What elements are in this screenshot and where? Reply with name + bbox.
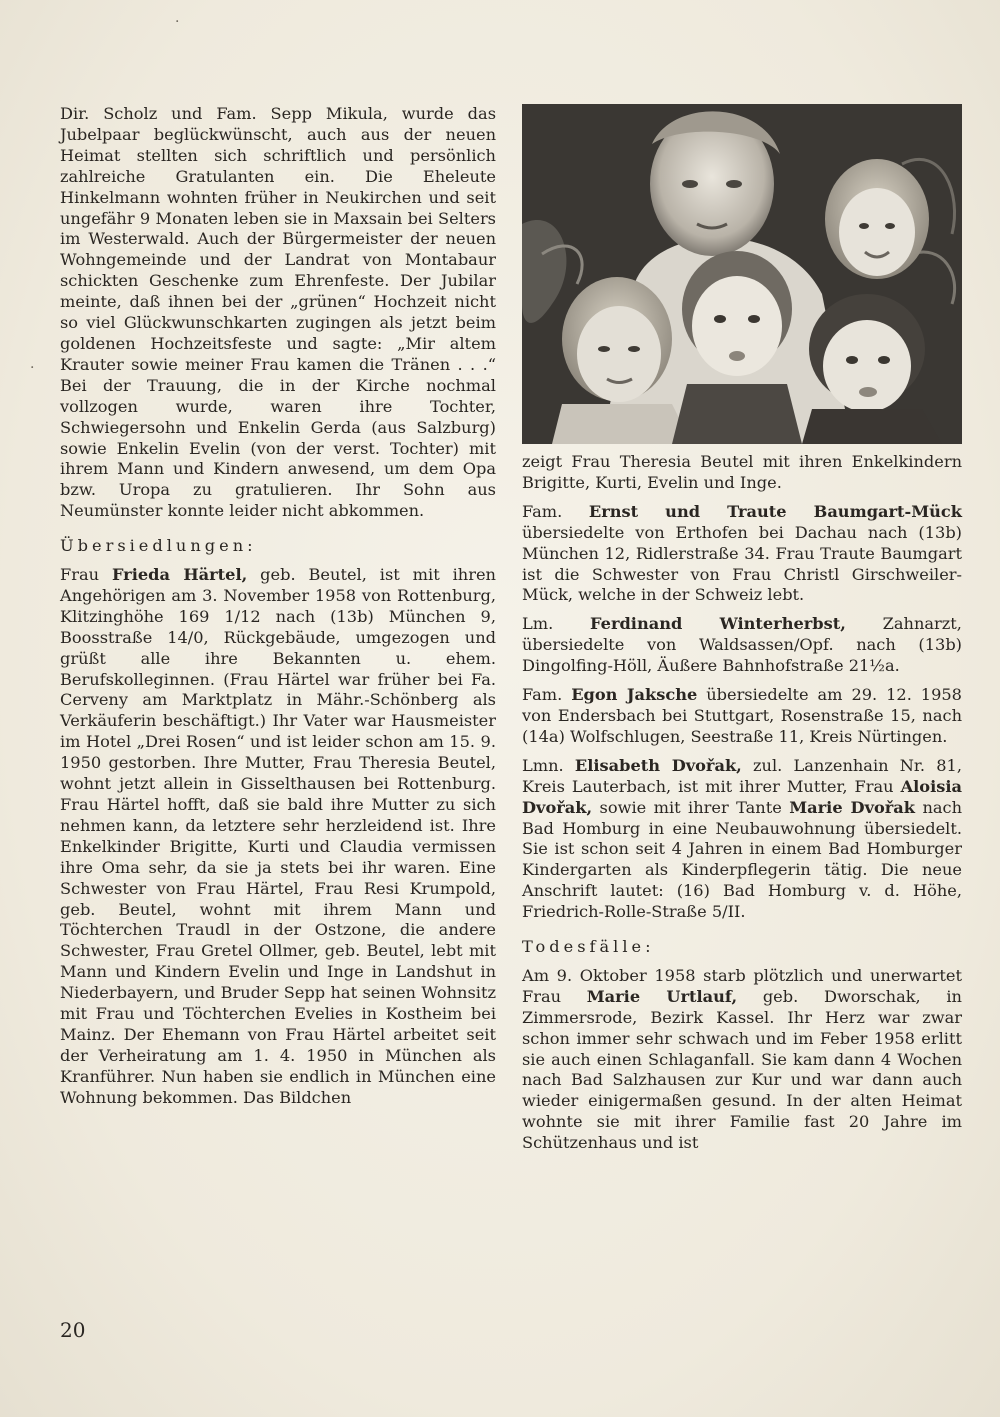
lead-text: Lm. [522, 614, 554, 634]
paragraph-baumgart [522, 502, 962, 607]
person-name: Ernst und Traute Baumgart-Mück [588, 501, 962, 521]
person-name: Ferdinand Winterherbst, [590, 614, 846, 634]
scan-speck: · [175, 14, 180, 30]
photo-caption: zeigt Frau Theresia Beutel mit ihren Enkelkindern Brigitte, Kurti, Evelin und Inge. [522, 452, 962, 492]
paragraph-haertel [60, 565, 496, 1109]
lead-text: Lmn. [522, 755, 564, 775]
body-text: geb. Beutel, ist mit ihren Angehörigen am 3. November 1958 von Rottenburg, Klitzinghöhe 169 1/12 nach (13b) München 9, Boosstraße 14/0, Rückgebäude, umgezogen und grüßt alle ihre Bekannten u. ehem. Berufskolleginnen. (Frau Härtel war früher bei Fa. Cerveny am Marktplatz in Mähr.-Schönberg als Verkäuferin beschäftigt.) Ihr Vater war Hausmeister im Hotel „Drei Rosen“ und ist leider schon am 15. 9. 1950 gestorben. Ihre Mutter, Frau Theresia Beutel, wohnt jetzt allein in Gisselthausen bei Rottenburg. Frau Härtel hofft, daß sie bald ihre Mutter zu sich nehmen kann, da letztere sehr herzleidend ist. Ihre Enkelkinder Brigitte, Kurti und Claudia vermissen ihre Oma sehr, da sie ja stets bei ihr waren. Eine Schwester von Frau Härtel, Frau Resi Krumpold, geb. Beutel, wohnt mit ihrem Mann und Töchterchen Traudl in der Ostzone, die andere Schwester, Frau Gretel Ollmer, geb. Beutel, lebt mit Mann und Kindern Evelin und Inge in Landshut in Niederbayern, und Bruder Sepp hat seinen Wohnsitz mit Frau und Töchterchen Evelies in Kostheim bei Mainz. Der Ehemann von Frau Härtel arbeitet seit der Verheiratung am 1. 4. 1950 in München als Kranführer. Nun haben sie endlich in München eine Wohnung bekommen. Das Bildchen [60, 565, 496, 1107]
lead-text: Fam. [522, 501, 563, 521]
person-name: Aloisia Dvořak, [522, 776, 962, 817]
paragraph-jaksche [522, 685, 962, 748]
paragraph-urtlauf [522, 966, 962, 1154]
left-column [60, 104, 496, 1109]
paragraph-winterherbst [522, 614, 962, 677]
body-text: geb. Dworschak, in Zimmersrode, Bezirk Kassel. Ihr Herz war zwar schon immer sehr schwach und im Feber 1958 erlitt sie auch einen Schlaganfall. Sie kam dann 4 Wochen nach Bad Salzhausen zur Kur und war dann auch wieder einigermaßen gesund. In der alten Heimat wohnte sie mit ihrer Familie fast 20 Jahre im Schützenhaus und ist [522, 986, 962, 1153]
family-photo [522, 104, 962, 444]
heading-uebersiedlungen: Übersiedlungen: [60, 536, 257, 556]
body-text: übersiedelte am 29. 12. 1958 von Endersbach bei Stuttgart, Rosenstraße 15, nach (14a) Wolfschlugen, Seestraße 11, Kreis Nürtingen. [522, 685, 962, 746]
page-number: 20 [60, 1318, 86, 1342]
right-column [522, 452, 962, 1154]
person-name: Frieda Härtel, [111, 565, 248, 585]
person-name: Egon Jaksche [571, 685, 698, 705]
heading-todesfaelle: Todesfälle: [522, 937, 655, 957]
person-name: Elisabeth Dvořak, [574, 755, 742, 775]
paragraph-dvorak [522, 756, 962, 923]
lead-text: Am 9. Oktober 1958 starb plötzlich und unerwartet Frau [522, 965, 962, 1006]
person-name: Marie Urtlauf, [586, 986, 738, 1006]
lead-text: Frau [60, 565, 100, 585]
paragraph-jubilee: Dir. Scholz und Fam. Sepp Mikula, wurde das Jubelpaar beglückwünscht, auch aus der neuen Heimat stellten sich schriftlich und persönlich zahlreiche Gratulanten ein. Die Eheleute Hinkelmann wohnten früher in Neukirchen und seit ungefähr 9 Monaten leben sie in Maxsain bei Selters im Westerwald. Auch der Bürgermeister der neuen Wohngemeinde und der Landrat von Montabaur schickten Geschenke zum Ehrenfeste. Der Jubilar meinte, daß ihnen bei der „grünen“ Hochzeit nicht so viel Glückwunschkarten zugingen als jetzt beim goldenen Hochzeitsfeste und sagte: „Mir altem Krauter sowie meiner Frau kamen die Tränen . . .“ Bei der Trauung, die in der Kirche nochmal vollzogen wurde, waren ihre Tochter, Schwiegersohn und Enkelin Gerda (aus Salzburg) sowie Enkelin Evelin (von der verst. Tochter) mit ihrem Mann und Kindern anwesend, um dem Opa bzw. Uropa zu gratulieren. Ihr Sohn aus Neumünster konnte leider nicht abkommen. [60, 104, 496, 521]
person-name: Marie Dvořak [789, 797, 916, 817]
body-text: zul. Lanzenhain Nr. 81, Kreis Lauterbach, ist mit ihrer Mutter, Frau [522, 755, 962, 796]
lead-text: Fam. [522, 685, 563, 705]
photo-illustration [522, 104, 962, 444]
body-text: sowie mit ihrer Tante [599, 797, 782, 817]
body-text: Zahnarzt, übersiedelte von Waldsassen/Opf. nach (13b) Dingolfing-Höll, Äußere Bahnhofstraße 21½a. [522, 614, 962, 676]
body-text: übersiedelte von Erthofen bei Dachau nach (13b) München 12, Ridlerstraße 34. Frau Traute Baumgart ist die Schwester von Frau Christl Girschweiler-Mück, welche in der Schweiz lebt. [522, 522, 962, 605]
body-text: nach Bad Homburg in eine Neubauwohnung übersiedelt. Sie ist schon seit 4 Jahren in einem Bad Homburger Kindergarten als Kinderpflegerin tätig. Die neue Anschrift lautet: (16) Bad Homburg v. d. Höhe, Friedrich-Rolle-Straße 5/II. [522, 797, 963, 922]
scan-speck: · [30, 360, 35, 376]
